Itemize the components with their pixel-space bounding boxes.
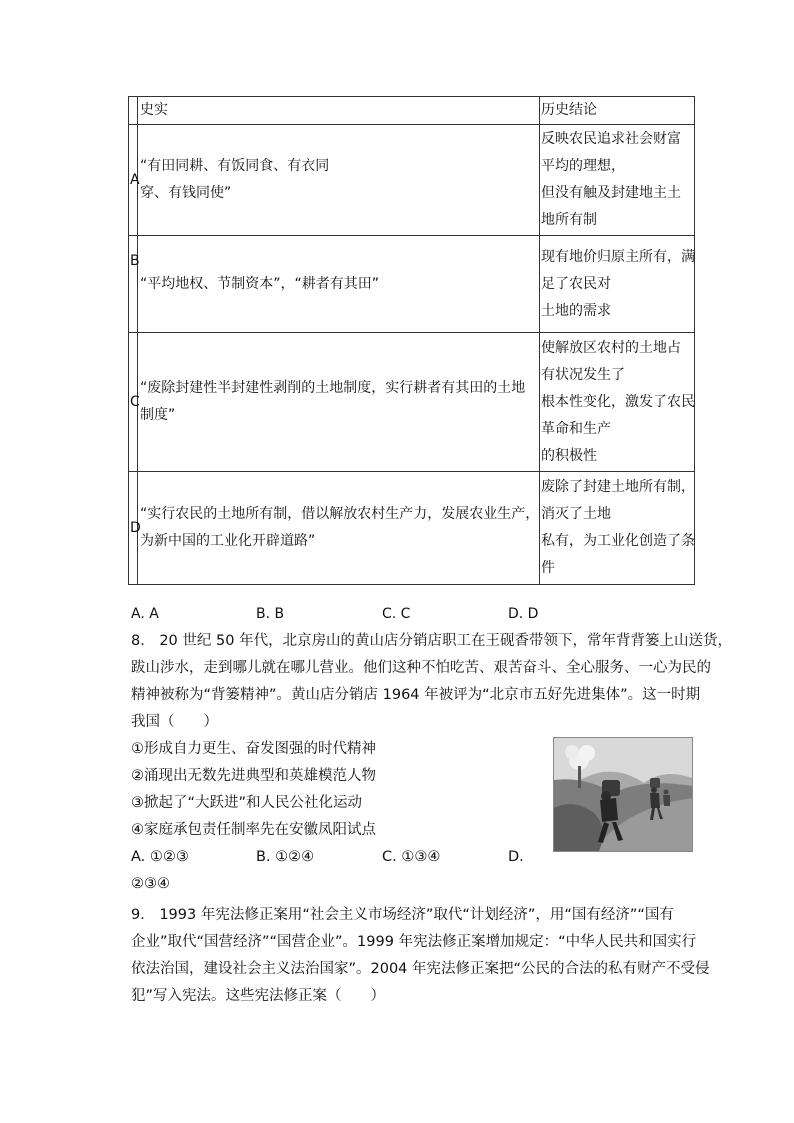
header-conclusion: 历史结论: [540, 97, 695, 125]
q8-option-c: C. ①③④: [382, 849, 441, 865]
q8-item: ①形成自力更生、奋发图强的时代精神: [131, 741, 376, 757]
q7-option-a: A. A: [131, 606, 159, 622]
q8-option-d-cont: ②③④: [131, 876, 170, 892]
table-row: [129, 333, 695, 472]
table-header-row: [129, 97, 695, 125]
row-label: D: [129, 472, 138, 585]
q7-option-b: B. B: [256, 606, 285, 622]
conclusion-cell: 废除了封建土地所有制， 消灭了土地 私有，为工业化创造了条 件: [540, 472, 695, 585]
conclusion-cell: 反映农民追求社会财富 平均的理想， 但没有触及封建地主土 地所有制: [540, 125, 695, 236]
q9-stem: 9． 1993 年宪法修正案用“社会主义市场经济”取代“计划经济”，用“国有经济”“国有 企业”取代“国营经济”“国营企业”。1999 年宪法修正案增加规定：“中华人民共和国实行 依法治国，建设社会主义法治国家”。2004 年宪法修正案把“公民的合法的私有财产不受侵 犯”写入宪法。这些宪法修正案（ ）: [131, 907, 710, 1004]
conclusion-cell: 使解放区农村的土地占 有状况发生了 根本性变化，激发了农民 革命和生产 的积极性: [540, 333, 695, 472]
row-label: A: [129, 125, 138, 236]
q8-option-b: B. ①②④: [256, 849, 315, 865]
fact-cell: “有田同耕、有饭同食、有衣同 穿、有钱同使”: [138, 125, 540, 236]
header-fact: 史实: [138, 97, 540, 125]
fact-cell: “平均地权、节制资本”，“耕者有其田”: [138, 236, 540, 333]
q8-item: ②涌现出无数先进典型和英雄模范人物: [131, 768, 376, 784]
table-row: [129, 125, 695, 236]
q8-option-d: D.: [508, 849, 524, 865]
conclusion-cell: 现有地价归原主所有，满 足了农民对 土地的需求: [540, 236, 695, 333]
history-table: [128, 96, 695, 585]
label-cell: [129, 97, 138, 125]
fact-cell: “实行农民的土地所有制，借以解放农村生产力，发展农业生产， 为新中国的工业化开辟道路”: [138, 472, 540, 585]
q7-option-d: D. D: [508, 606, 539, 622]
q8-item: ④家庭承包责任制率先在安徽凤阳试点: [131, 822, 376, 838]
q8-item: ③掀起了“大跃进”和人民公社化运动: [131, 795, 363, 811]
row-label: B: [129, 236, 138, 333]
porters-photo: [553, 737, 693, 852]
table-row: [129, 472, 695, 585]
q8-stem: 8． 20 世纪 50 年代，北京房山的黄山店分销店职工在王砚香带领下，常年背背篓上山送货， 跋山涉水，走到哪儿就在哪儿营业。他们这种不怕吃苦、艰苦奋斗、全心服务、一心为民的 精神被称为“背篓精神”。黄山店分销店 1964 年被评为“北京市五好先进集体”。这一时期 我国（ ）: [131, 633, 733, 730]
table-row: [129, 236, 695, 333]
q8-option-a: A. ①②③: [131, 849, 189, 865]
q7-option-c: C. C: [382, 606, 411, 622]
row-label: C: [129, 333, 138, 472]
fact-cell: “废除封建性半封建性剥削的土地制度，实行耕者有其田的土地 制度”: [138, 333, 540, 472]
q8-items: [131, 736, 376, 844]
